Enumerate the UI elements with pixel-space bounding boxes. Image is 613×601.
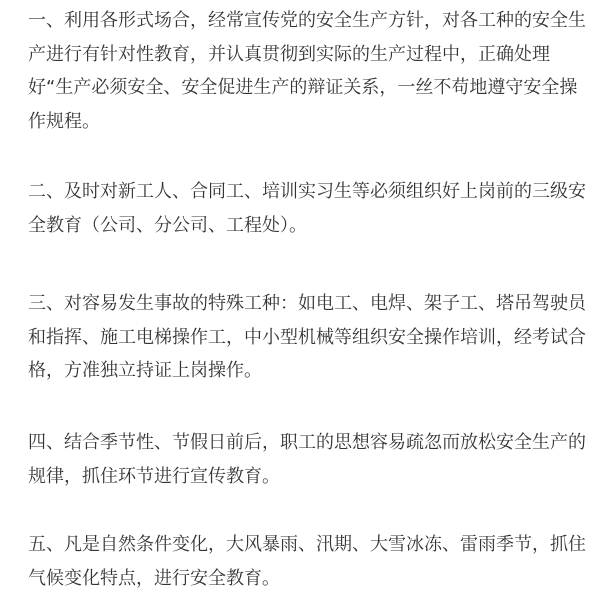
paragraph-4: 四、结合季节性、节假日前后，职工的思想容易疏忽而放松安全生产的规律，抓住环节进行宣传教育。	[28, 432, 586, 487]
paragraph-5: 五、凡是自然条件变化，大风暴雨、汛期、大雪冰冻、雷雨季节，抓住气候变化特点，进行安全教育。	[28, 534, 586, 589]
paragraph-1: 一、利用各形式场合，经常宣传党的安全生产方针，对各工种的安全生产进行有针对性教育，并认真贯彻到实际的生产过程中，正确处理好“生产必须安全、安全促进生产的辩证关系，一丝不苟地遵守安全操作规程。	[28, 10, 586, 132]
paragraph-3: 三、对容易发生事故的特殊工种：如电工、电焊、架子工、塔吊驾驶员和指挥、施工电梯操作工，中小型机械等组织安全操作培训，经考试合格，方准独立持证上岗操作。	[28, 293, 586, 381]
paragraph-2: 二、及时对新工人、合同工、培训实习生等必须组织好上岗前的三级安全教育（公司、分公司、工程处）。	[28, 181, 586, 236]
